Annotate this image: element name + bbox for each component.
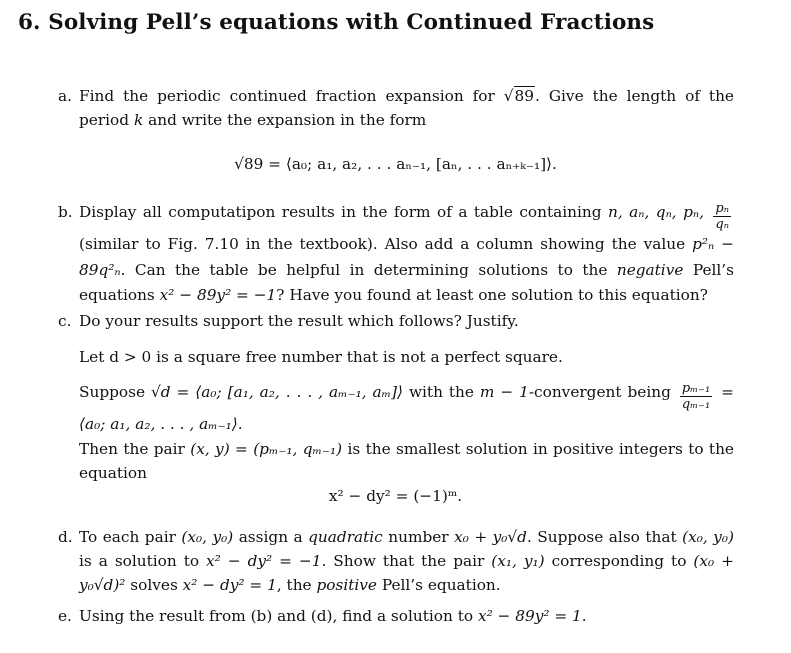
- part-e-equation: x² − 89y² = 1: [477, 607, 582, 625]
- part-d-text-4: . Suppose also that: [526, 528, 677, 546]
- part-d-pair-0: (x₀, y₀): [181, 528, 234, 546]
- part-c-then: [79, 437, 734, 485]
- part-d-eq-pos: x² − dy² = 1: [182, 576, 277, 594]
- part-c-display-formula: x² − dy² = (−1)ᵐ.: [328, 487, 463, 505]
- part-a-marker: a.: [58, 87, 72, 105]
- part-d-text-7: corresponding to: [551, 552, 687, 570]
- pm1-over-qm1-fraction: [680, 381, 712, 412]
- part-d-sq-expr: (x₀ + y₀√d)²: [79, 552, 734, 594]
- section-heading: 6. Solving Pell’s equations with Continued Fractions: [18, 10, 655, 35]
- part-e-text: [79, 604, 734, 628]
- part-d-text-2: assign a: [238, 528, 303, 546]
- fraction-numerator: pₘ₋₁: [681, 381, 711, 396]
- fraction-denominator: qₙ: [715, 217, 729, 232]
- part-b-expr: p²ₙ − 89q²ₙ: [79, 235, 734, 279]
- part-e-marker: e.: [58, 607, 72, 625]
- part-b-text-3: . Can the table be helpful in determining solutions to the: [120, 260, 608, 279]
- part-b-text-4: Pell’s equations: [79, 260, 734, 304]
- sqrt-89: √89: [503, 87, 534, 105]
- part-d-emph-quadratic: quadratic: [308, 528, 383, 546]
- part-b-text-2: (similar to Fig. 7.10 in the textbook). Also add a column showing the value: [79, 235, 686, 253]
- part-b-equation: x² − 89y² = −1: [159, 286, 277, 304]
- part-b-emph-negative: negative: [616, 260, 684, 279]
- part-d-text-1: To each pair: [79, 528, 176, 546]
- part-c-then-2: is the smallest solution in positive integers to the equation: [79, 440, 734, 482]
- part-c-suppose-4: ⟨a₀; a₁, a₂, . . . , aₘ₋₁⟩.: [79, 415, 243, 433]
- part-c-text-1: Do your results support the result which follows? Justify.: [79, 312, 519, 330]
- part-b-vars: n, aₙ, qₙ, pₙ,: [607, 203, 704, 221]
- pn-over-qn-fraction: [713, 201, 731, 232]
- var-k: k: [133, 111, 144, 129]
- part-a-text: [79, 84, 734, 132]
- part-c-suppose-eq: =: [721, 383, 734, 401]
- part-b-text-5: ? Have you found at least one solution to this equation?: [276, 286, 708, 304]
- part-d-num-expr: x₀ + y₀√d: [454, 528, 527, 546]
- part-d-text: [79, 525, 734, 597]
- part-b-text: [79, 200, 734, 309]
- part-d-pair-0b: (x₀, y₀): [682, 528, 734, 546]
- part-a-display-formula: √89 = ⟨a₀; a₁, a₂, . . . aₙ₋₁, [aₙ, . . . aₙ₊ₖ₋₁]⟩.: [234, 155, 557, 173]
- part-a-text-2: . Give the length of the period: [79, 87, 734, 129]
- part-d-text-6: . Show that the pair: [321, 552, 485, 570]
- radicand-89: 89: [514, 87, 534, 105]
- part-d-text-3: number: [388, 528, 449, 546]
- part-d-eq-neg: x² − dy² = −1: [206, 552, 322, 570]
- part-c-suppose-expr: = ⟨a₀; [a₁, a₂, . . . , aₘ₋₁, aₘ]⟩: [176, 383, 403, 401]
- part-a-text-3: and write the expansion in the form: [148, 111, 427, 129]
- part-c-marker: c.: [58, 312, 72, 330]
- part-e-text-2: .: [581, 607, 587, 625]
- part-d-text-5: is a solution to: [79, 552, 200, 570]
- part-b-marker: b.: [58, 203, 73, 221]
- part-d-text-10: Pell’s equation.: [381, 576, 501, 594]
- part-c-suppose-2: with the: [408, 383, 474, 401]
- part-d-pair-1: (x₁, y₁): [491, 552, 545, 570]
- part-c-suppose: [79, 380, 734, 437]
- part-d-text-8: solves: [130, 576, 178, 594]
- part-c-let-line: Let d > 0 is a square free number that is not a perfect square.: [79, 348, 563, 366]
- part-e-text-1: Using the result from (b) and (d), find a solution to: [79, 607, 474, 625]
- fraction-numerator: pₙ: [715, 201, 729, 216]
- part-a-text-1: Find the periodic continued fraction expansion for: [79, 87, 495, 105]
- part-d-text-9: , the: [276, 576, 312, 594]
- sqrt-d: √d: [151, 383, 171, 401]
- part-c-then-1: Then the pair: [79, 440, 185, 458]
- part-b-text-1: Display all computatipon results in the form of a table containing: [79, 203, 602, 221]
- part-c-suppose-3: -convergent being: [528, 383, 671, 401]
- part-c-then-pair: (x, y) = (pₘ₋₁, qₘ₋₁): [190, 440, 343, 458]
- part-d-marker: d.: [58, 528, 73, 546]
- fraction-denominator: qₘ₋₁: [681, 397, 711, 412]
- part-c-suppose-1: Suppose: [79, 383, 146, 401]
- part-c-suppose-m: m − 1: [479, 383, 529, 401]
- part-d-emph-positive: positive: [316, 576, 377, 594]
